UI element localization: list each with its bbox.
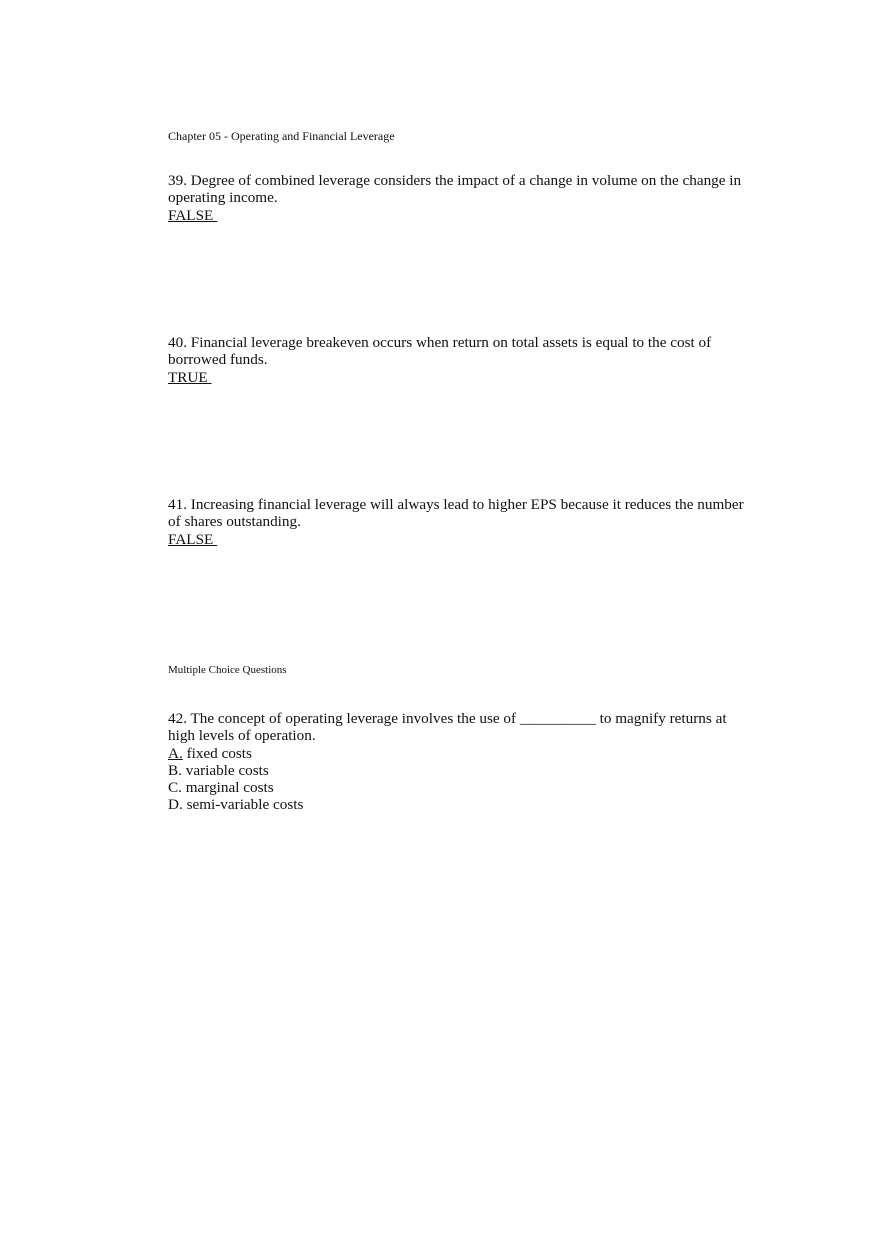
answer: TRUE xyxy=(168,368,208,386)
question-text xyxy=(168,710,748,745)
question-number: 39. xyxy=(168,172,187,189)
chapter-header: Chapter 05 - Operating and Financial Leverage xyxy=(168,129,395,143)
question-40 xyxy=(168,334,748,386)
option-d xyxy=(168,796,748,813)
question-text xyxy=(168,172,748,207)
option-text: semi-variable costs xyxy=(186,796,304,814)
question-body: Financial leverage breakeven occurs when return on total assets is equal to the cost of borrowed funds. xyxy=(168,334,712,369)
answer: FALSE xyxy=(168,530,214,548)
section-title: Multiple Choice Questions xyxy=(168,664,287,676)
question-text xyxy=(168,334,748,369)
option-letter: C. xyxy=(168,779,182,797)
option-c xyxy=(168,779,748,796)
question-42 xyxy=(168,710,748,814)
question-41 xyxy=(168,496,748,548)
option-text: fixed costs xyxy=(186,744,252,762)
option-text: variable costs xyxy=(185,761,269,779)
option-a xyxy=(168,745,748,762)
option-letter: A. xyxy=(168,744,183,762)
question-number: 40. xyxy=(168,334,187,351)
question-number: 41. xyxy=(168,496,187,513)
option-b xyxy=(168,762,748,779)
option-letter: D. xyxy=(168,796,183,814)
question-text xyxy=(168,496,748,531)
question-body: Degree of combined leverage considers the impact of a change in volume on the change in operating income. xyxy=(168,172,742,207)
option-text: marginal costs xyxy=(185,779,274,797)
answer: FALSE xyxy=(168,206,214,224)
question-body: The concept of operating leverage involves the use of __________ to magnify returns at high levels of operation. xyxy=(168,710,727,745)
question-body: Increasing financial leverage will always lead to higher EPS because it reduces the number of shares outstanding. xyxy=(168,496,744,531)
question-39 xyxy=(168,172,748,224)
option-letter: B. xyxy=(168,761,182,779)
question-number: 42. xyxy=(168,710,187,727)
